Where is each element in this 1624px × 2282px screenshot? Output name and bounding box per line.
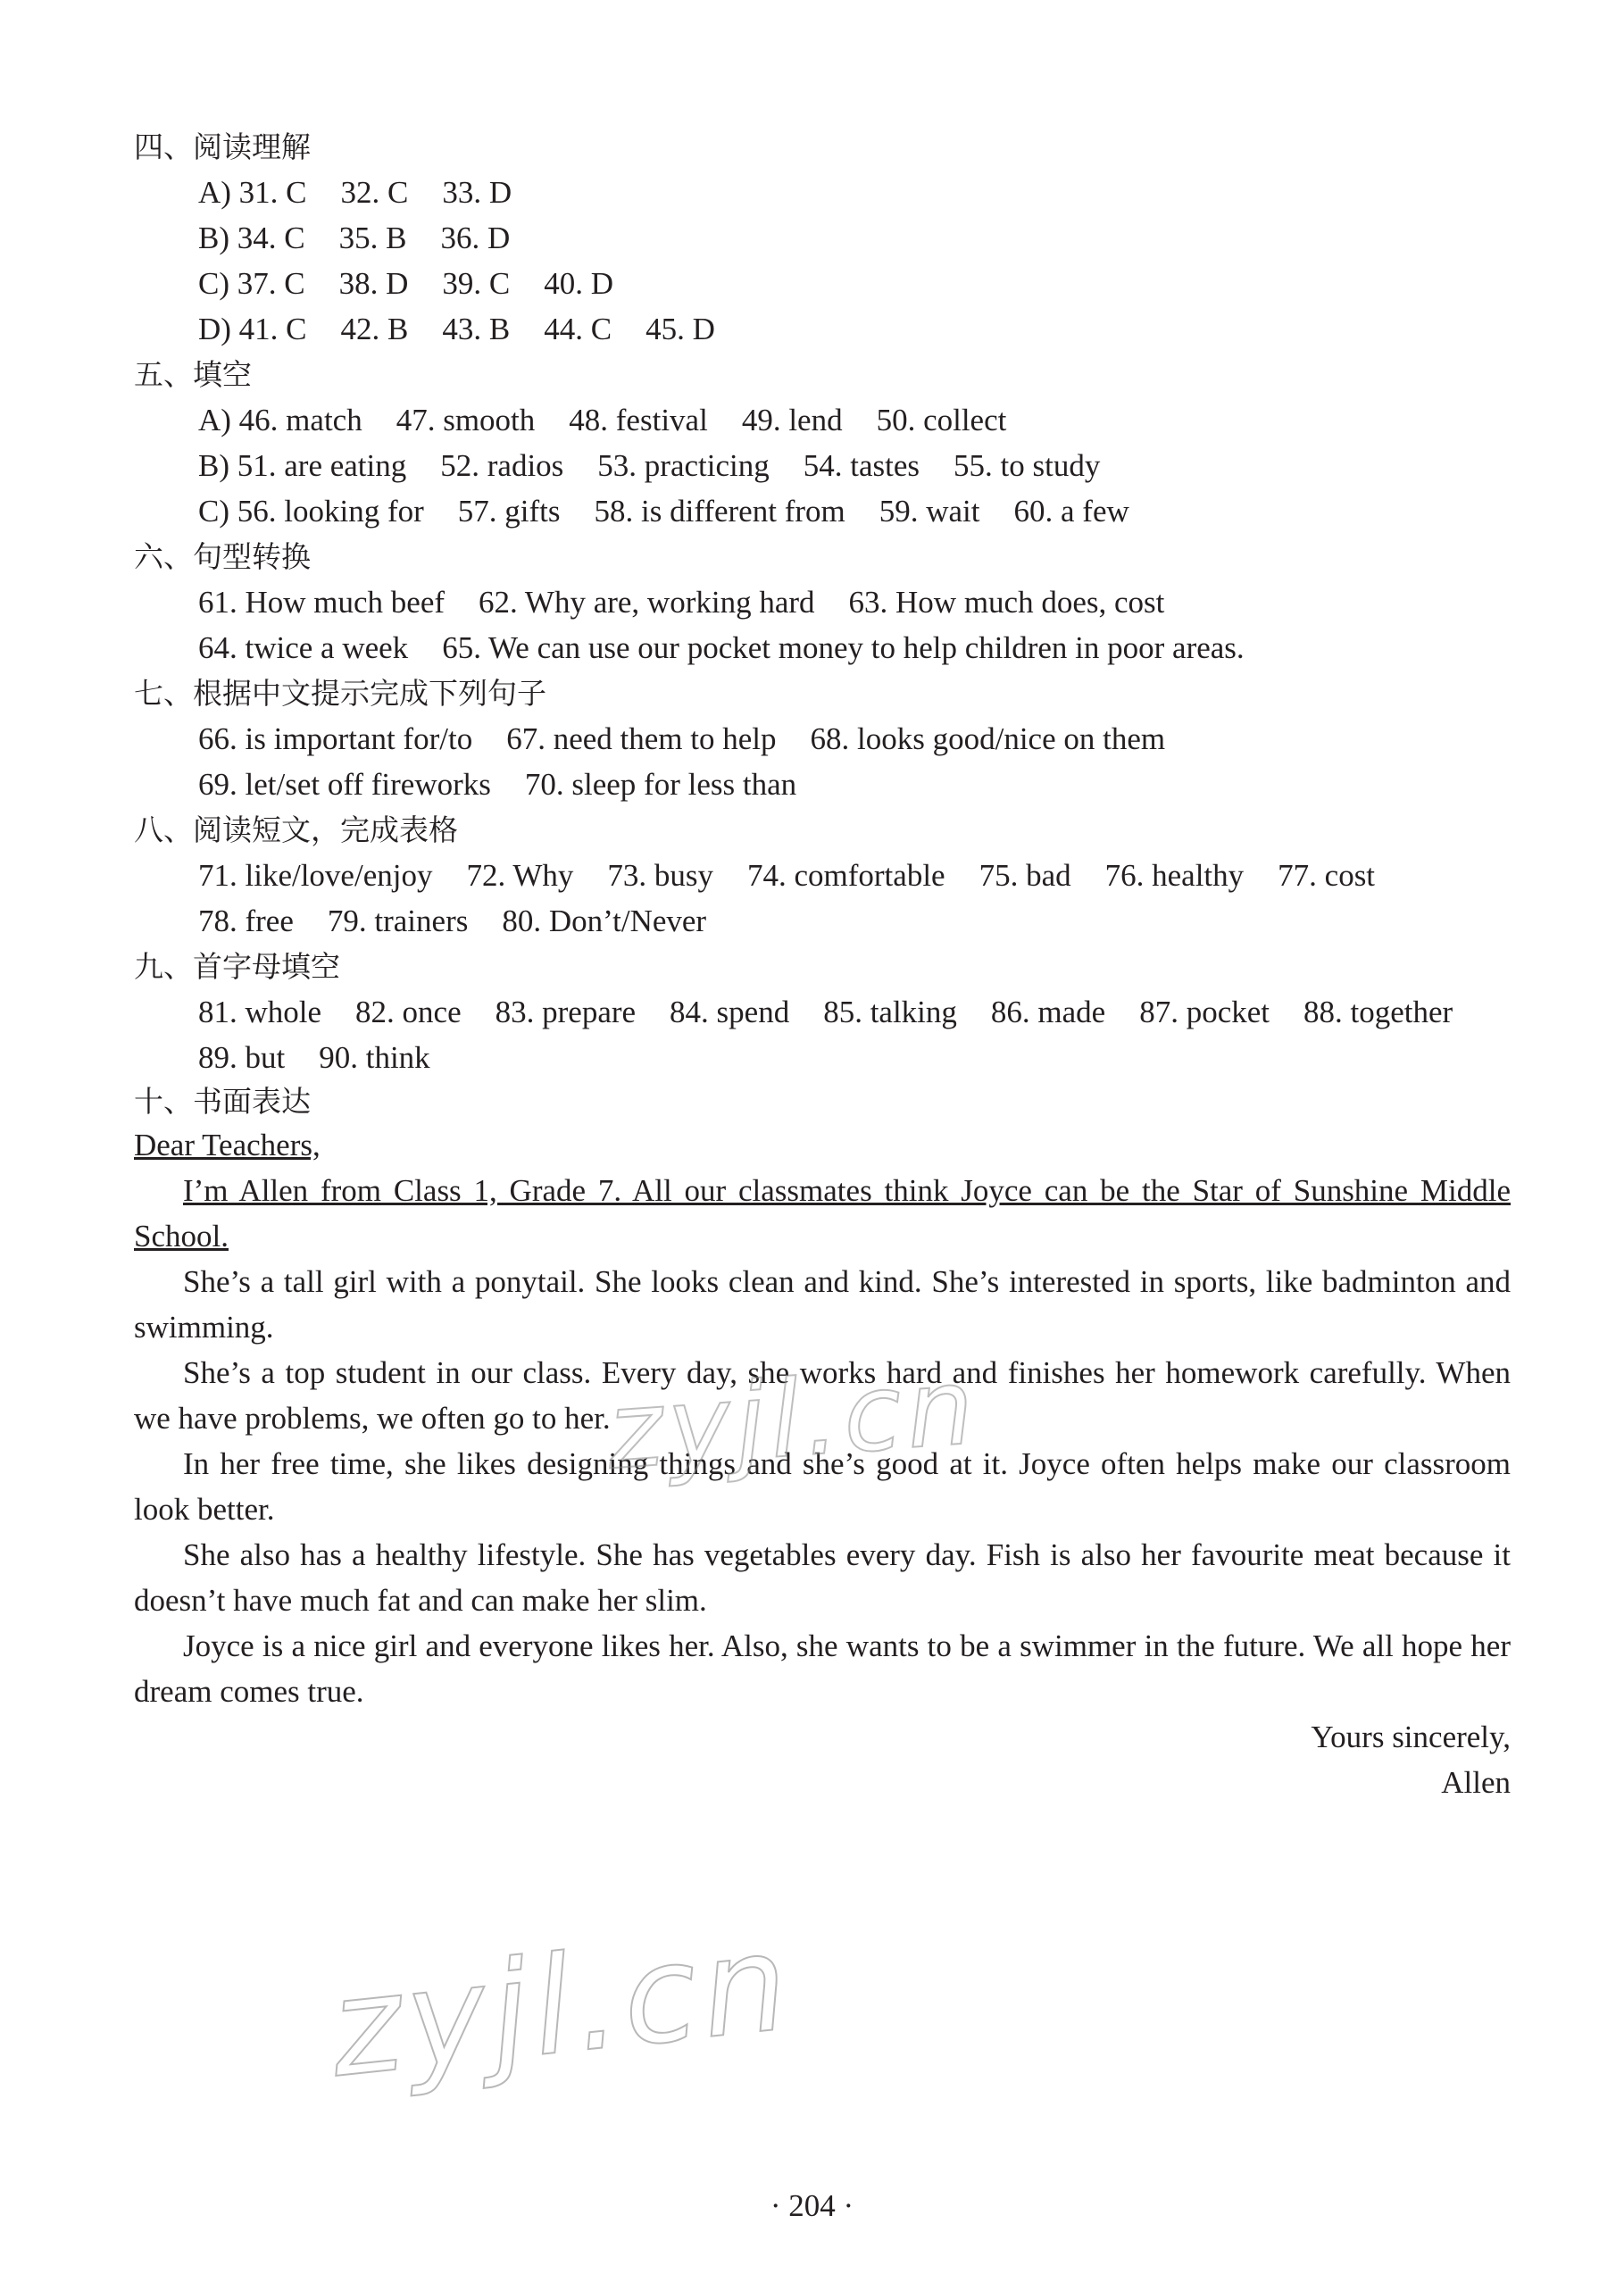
answer-row: 69. let/set off fireworks 70. sleep for less than [198, 767, 797, 802]
section-heading-5: 五、填空 [134, 357, 252, 392]
letter-paragraph: She also has a healthy lifestyle. She has vegetables every day. Fish is also her favourite meat because it doesn’t have much fat and can make her slim. [134, 1537, 1511, 1618]
page-number: · 204 · [770, 2188, 854, 2223]
answer-row: B) 34. C 35. B 36. D [198, 221, 511, 255]
section-heading-10: 十、书面表达 [134, 1084, 311, 1119]
answer-row: 81. whole 82. once 83. prepare 84. spend 85. talking 86. made 87. pocket 88. together [198, 995, 1453, 1029]
answer-row: 71. like/love/enjoy 72. Why 73. busy 74. comfortable 75. bad 76. healthy 77. cost [198, 858, 1376, 893]
letter-signature: Allen [1441, 1765, 1511, 1800]
answer-row: 78. free 79. trainers 80. Don’t/Never [198, 904, 707, 938]
section-heading-9: 九、首字母填空 [134, 949, 340, 984]
answer-row: 61. How much beef 62. Why are, working hard 63. How much does, cost [198, 585, 1165, 620]
answer-row: 66. is important for/to 67. need them to help 68. looks good/nice on them [198, 721, 1166, 756]
letter-paragraph: In her free time, she likes designing things and she’s good at it. Joyce often helps make our classroom look better. [134, 1446, 1511, 1527]
letter-closing: Yours sincerely, [1311, 1720, 1511, 1754]
answer-row: B) 51. are eating 52. radios 53. practicing 54. tastes 55. to study [198, 448, 1101, 483]
answer-row: 64. twice a week 65. We can use our pocket money to help children in poor areas. [198, 630, 1245, 665]
answer-row: A) 31. C 32. C 33. D [198, 175, 512, 210]
letter-paragraph: She’s a tall girl with a ponytail. She looks clean and kind. She’s interested in sports, like badminton and swimming. [134, 1264, 1511, 1345]
answer-row: C) 37. C 38. D 39. C 40. D [198, 266, 614, 301]
letter-salutation: Dear Teachers, [134, 1128, 321, 1162]
section-heading-6: 六、句型转换 [134, 539, 311, 574]
letter-paragraph: Joyce is a nice girl and everyone likes her. Also, she wants to be a swimmer in the future. We all hope her dream comes true. [134, 1628, 1511, 1709]
watermark: zyjl.cn [603, 1344, 983, 1494]
section-heading-8: 八、阅读短文，完成表格 [134, 812, 458, 847]
answer-row: C) 56. looking for 57. gifts 58. is different from 59. wait 60. a few [198, 494, 1129, 529]
section-heading-4: 四、阅读理解 [134, 129, 311, 164]
answer-row: D) 41. C 42. B 43. B 44. C 45. D [198, 312, 715, 346]
section-heading-7: 七、根据中文提示完成下列句子 [134, 676, 546, 711]
watermark: zyjl.cn [323, 1904, 800, 2108]
letter-paragraph: I’m Allen from Class 1, Grade 7. All our classmates think Joyce can be the Star of Sunshine Middle School. [134, 1173, 1511, 1253]
letter-paragraph: She’s a top student in our class. Every day, she works hard and finishes her homework carefully. When we have problems, we often go to her. [134, 1355, 1511, 1436]
answer-row: 89. but 90. think [198, 1040, 430, 1075]
answer-row: A) 46. match 47. smooth 48. festival 49. lend 50. collect [198, 403, 1007, 437]
